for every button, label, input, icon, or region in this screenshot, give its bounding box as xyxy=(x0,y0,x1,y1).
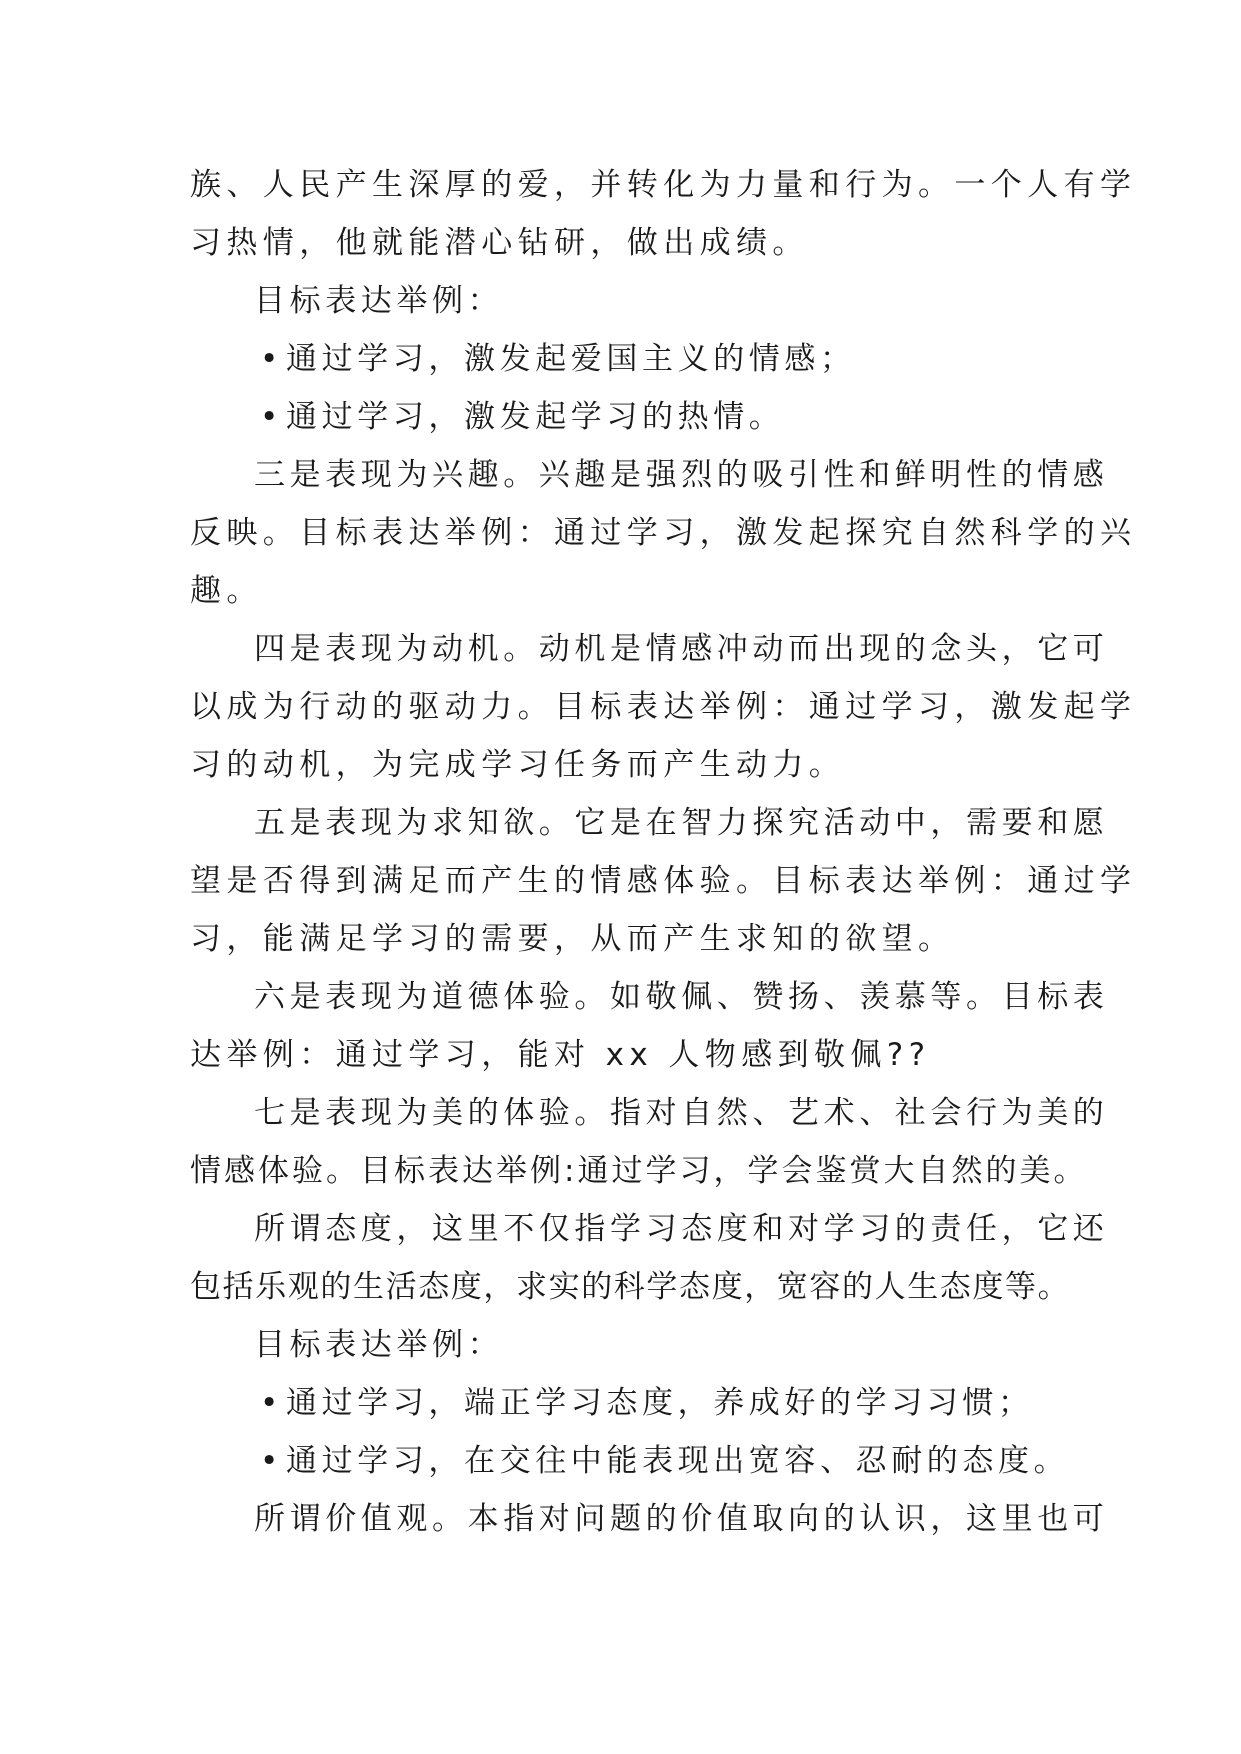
bullet-icon: • xyxy=(260,1443,279,1479)
bullet-text: 通过学习，激发起爱国主义的情感； xyxy=(286,341,856,377)
text-line: 四是表现为动机。动机是情感冲动而出现的念头，它可 xyxy=(254,631,1109,667)
bullet-item xyxy=(190,1374,1050,1432)
text-line: 以成为行动的驱动力。目标表达举例：通过学习，激发起学 xyxy=(190,689,1137,725)
document-body xyxy=(190,156,1137,1548)
text-line: 目标表达举例： xyxy=(254,1327,504,1363)
bullet-text: 通过学习，激发起学习的热情。 xyxy=(286,399,785,435)
text-line: 情感体验。目标表达举例:通过学习，学会鉴赏大自然的美。 xyxy=(190,1153,1088,1189)
text-line: 反映。目标表达举例：通过学习，激发起探究自然科学的兴 xyxy=(190,515,1137,551)
bullet-item xyxy=(190,388,1050,446)
bullet-icon: • xyxy=(260,1385,279,1421)
bullet-text: 通过学习，端正学习态度，养成好的学习习惯； xyxy=(286,1385,1034,1421)
text-line: 族、人民产生深厚的爱，并转化为力量和行为。一个人有学 xyxy=(190,167,1137,203)
text-line: 趣。 xyxy=(190,573,263,609)
text-line: 包括乐观的生活态度，求实的科学态度，宽容的人生态度等。 xyxy=(190,1269,1071,1305)
text-line: 习热情，他就能潜心钻研，做出成绩。 xyxy=(190,225,809,261)
text-line: 目标表达举例： xyxy=(254,283,504,319)
text-line: 六是表现为道德体验。如敬佩、赞扬、羡慕等。目标表 xyxy=(254,979,1109,1015)
text-line: 五是表现为求知欲。它是在智力探究活动中，需要和愿 xyxy=(254,805,1109,841)
bullet-icon: • xyxy=(260,399,279,435)
text-line: 所谓态度，这里不仅指学习态度和对学习的责任，它还 xyxy=(254,1211,1109,1247)
text-line: 所谓价值观。本指对问题的价值取向的认识，这里也可 xyxy=(254,1501,1109,1537)
text-line: 望是否得到满足而产生的情感体验。目标表达举例：通过学 xyxy=(190,863,1137,899)
text-line: 三是表现为兴趣。兴趣是强烈的吸引性和鲜明性的情感 xyxy=(254,457,1109,493)
text-line: 习的动机，为完成学习任务而产生动力。 xyxy=(190,747,846,783)
bullet-icon: • xyxy=(260,341,279,377)
text-line: 习，能满足学习的需要，从而产生求知的欲望。 xyxy=(190,921,955,957)
bullet-item xyxy=(190,1432,1070,1490)
text-line: 七是表现为美的体验。指对自然、艺术、社会行为美的 xyxy=(254,1095,1109,1131)
bullet-item xyxy=(190,330,1050,388)
text-line: 达举例：通过学习，能对 xx 人物感到敬佩?? xyxy=(190,1037,931,1073)
bullet-text: 通过学习，在交往中能表现出宽容、忍耐的态度。 xyxy=(286,1443,1070,1479)
